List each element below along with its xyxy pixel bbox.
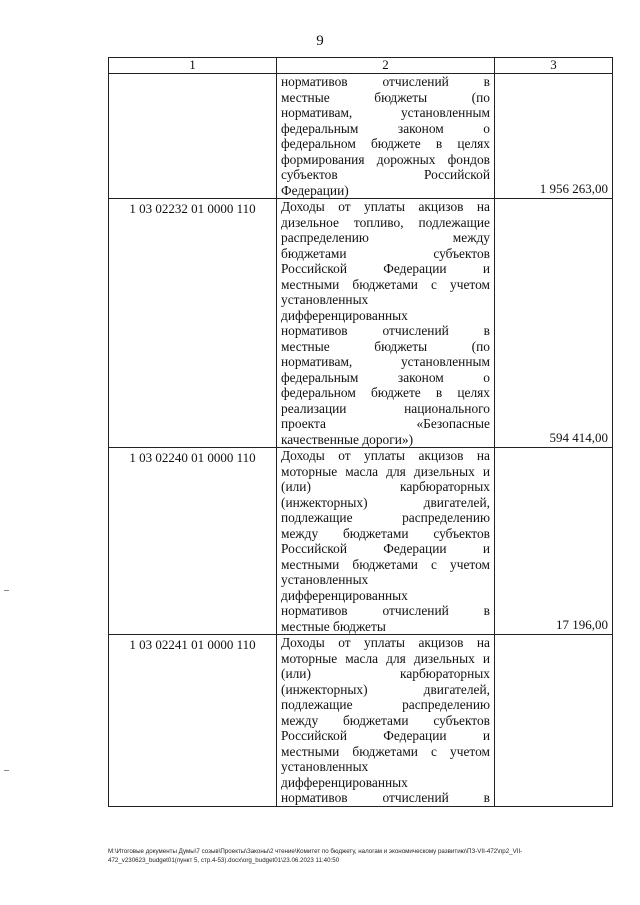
description-line: дифференцированных — [281, 307, 408, 323]
description-line: федеральном бюджете в целях — [281, 385, 490, 400]
description-line: местными бюджетами с учетом — [281, 276, 490, 292]
table-header-row — [109, 58, 613, 74]
description-line: Федерации) — [281, 182, 349, 198]
classification-code: 1 03 02240 01 0000 110 — [109, 448, 277, 635]
description-line: Доходы от уплаты акцизов на — [281, 635, 490, 650]
description-line: проекта «Безопасные — [281, 416, 490, 431]
income-description — [277, 199, 495, 448]
classification-code: 1 03 02241 01 0000 110 — [109, 635, 277, 807]
income-description — [277, 448, 495, 635]
amount-cell — [495, 199, 613, 448]
table-row — [109, 448, 613, 635]
column-header: 1 — [109, 58, 277, 74]
amount-value: 594 414,00 — [549, 430, 608, 445]
description-line: реализации национального — [281, 400, 490, 416]
description-line: установленных — [281, 572, 369, 587]
file-path-footer — [108, 848, 613, 865]
description-line: местные бюджеты (по — [281, 89, 490, 105]
amount-cell — [495, 74, 613, 199]
description-line: Доходы от уплаты акцизов на — [281, 448, 490, 463]
amount-cell — [495, 635, 613, 807]
description-line: распределению между — [281, 230, 490, 245]
description-line: моторные масла для дизельных и — [281, 650, 490, 666]
footer-line: M:\Итоговые документы Думы\7 созыв\Проекты\Законы\2 чтение\Комитет по бюджету, налогам и экономическому развитию\ПЗ-VII-472\пр2_VII- — [108, 848, 523, 855]
table-row — [109, 199, 613, 448]
income-description — [277, 635, 495, 807]
description-line: подлежащие распределению — [281, 697, 490, 712]
description-line: федеральным законом о — [281, 369, 490, 385]
description-line: федеральным законом о — [281, 120, 490, 136]
description-line: нормативов отчислений в — [281, 603, 490, 618]
description-line: (инжекторных) двигателей, — [281, 494, 490, 510]
description-line: бюджетами субъектов — [281, 245, 490, 261]
description-line: Доходы от уплаты акцизов на — [281, 199, 490, 214]
description-line: нормативов отчислений в — [281, 74, 490, 89]
page-number: 9 — [316, 33, 324, 49]
description-line: между бюджетами субъектов — [281, 525, 490, 541]
description-line: подлежащие распределению — [281, 510, 490, 525]
footer-line: 472_v230623_budget01(пункт 5, стр.4-53).docx\org_budget01\23.06.2023 11:40:50 — [108, 856, 340, 864]
description-line: (или) карбюраторных — [281, 666, 490, 681]
description-line: Российской Федерации и — [281, 261, 490, 276]
description-line: Российской Федерации и — [281, 541, 490, 556]
classification-code — [109, 74, 277, 199]
amount-value: 1 956 263,00 — [539, 181, 608, 196]
classification-code: 1 03 02232 01 0000 110 — [109, 199, 277, 448]
margin-mark — [4, 770, 9, 771]
description-line: дифференцированных — [281, 587, 408, 603]
description-line: (инжекторных) двигателей, — [281, 681, 490, 697]
income-description — [277, 74, 495, 199]
description-line: установленных — [281, 292, 369, 307]
description-line: качественные дороги») — [281, 431, 414, 447]
description-line: моторные масла для дизельных и — [281, 463, 490, 479]
description-line: нормативам, установленным — [281, 354, 490, 369]
column-header: 3 — [495, 58, 613, 74]
description-line: нормативов отчислений в — [281, 790, 490, 805]
description-line: субъектов Российской — [281, 167, 490, 182]
description-line: местные бюджеты — [281, 618, 386, 634]
description-line: нормативам, установленным — [281, 105, 490, 120]
description-line: установленных — [281, 759, 369, 774]
description-line: федеральном бюджете в целях — [281, 136, 490, 151]
column-header: 2 — [277, 58, 495, 74]
description-line: местные бюджеты (по — [281, 338, 490, 354]
budget-table — [108, 57, 613, 807]
description-line: формирования дорожных фондов — [281, 151, 490, 167]
description-line: (или) карбюраторных — [281, 479, 490, 494]
description-line: местными бюджетами с учетом — [281, 556, 490, 572]
amount-value: 17 196,00 — [556, 617, 608, 632]
amount-cell — [495, 448, 613, 635]
description-line: дифференцированных — [281, 774, 408, 790]
description-line: местными бюджетами с учетом — [281, 743, 490, 759]
table-row — [109, 635, 613, 807]
description-line: Российской Федерации и — [281, 728, 490, 743]
margin-mark — [4, 590, 9, 591]
description-line: дизельное топливо, подлежащие — [281, 214, 490, 230]
description-line: между бюджетами субъектов — [281, 712, 490, 728]
description-line: нормативов отчислений в — [281, 323, 490, 338]
table-row — [109, 74, 613, 199]
